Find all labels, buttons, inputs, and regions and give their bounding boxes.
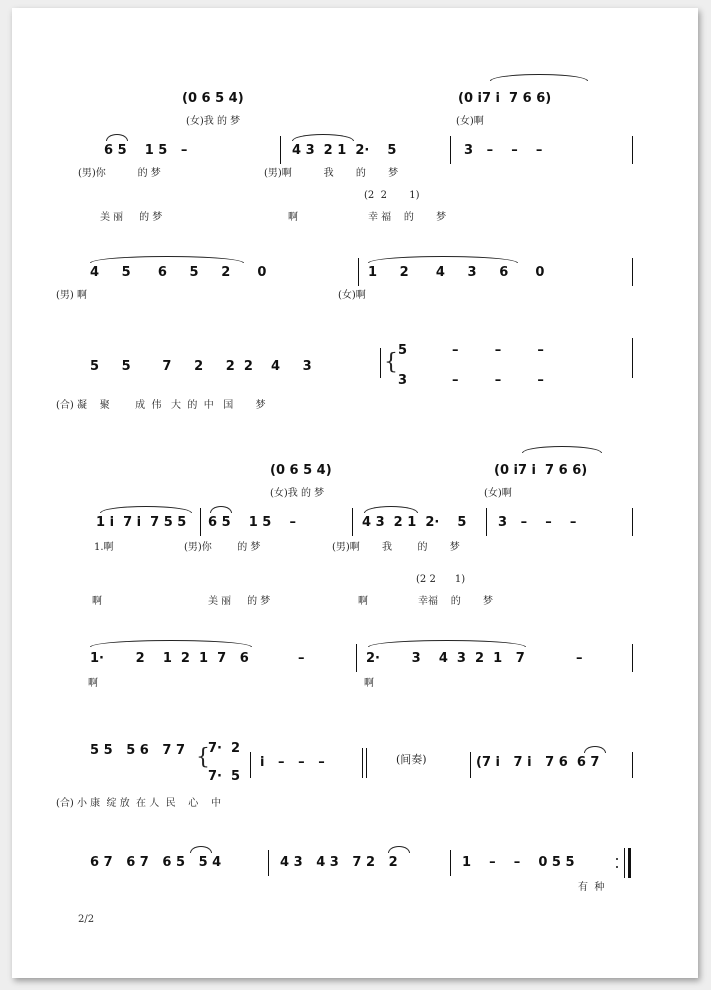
- slur: [368, 256, 518, 263]
- measure-notes: 4 3 2 1 2· 5: [362, 515, 467, 530]
- slur: [90, 640, 252, 647]
- measure-rests: – – –: [452, 343, 544, 358]
- slur: [100, 506, 192, 513]
- lyric-line: 幸福 的 梦: [418, 596, 493, 607]
- lyric-line: (男)你 的 梦: [78, 168, 161, 179]
- slur: [106, 134, 128, 141]
- score-page: [12, 8, 698, 978]
- bar-line: [470, 752, 471, 778]
- bar-line: [200, 508, 201, 536]
- bar-line: [356, 644, 357, 672]
- lyric-line: 美 丽 的 梦: [208, 596, 271, 607]
- bar-line: [632, 338, 633, 378]
- page-number: 2/2: [78, 914, 95, 925]
- bar-line: [352, 508, 353, 536]
- upper-voice-notes-female: (0 6 5 4): [270, 463, 332, 478]
- lyric-line: 幸 福 的 梦: [368, 212, 447, 223]
- bar-line: [632, 644, 633, 672]
- lyric-line: (男)啊 我 的 梦: [332, 542, 460, 553]
- slur: [210, 506, 232, 513]
- bar-line: [632, 258, 633, 286]
- measure-rests: – – –: [452, 373, 544, 388]
- lyric-line: (女)啊: [338, 290, 366, 301]
- lyric-line: 啊: [364, 678, 374, 689]
- measure-notes: 5 5 5 6 7 7: [90, 743, 186, 758]
- bar-line: [280, 136, 281, 164]
- measure-notes: 3 – – –: [464, 143, 543, 158]
- measure-rests: –: [576, 651, 583, 666]
- chord-brace: {: [196, 745, 210, 770]
- measure-notes: 4 3 2 1 2· 5: [292, 143, 397, 158]
- lyric-line: 啊: [288, 212, 298, 223]
- slur: [190, 846, 212, 853]
- bar-line: [624, 848, 625, 878]
- upper-voice-lyric-female: (女)我 的 梦: [186, 116, 241, 127]
- bar-line: [268, 850, 269, 876]
- lyric-line: 美 丽 的 梦: [100, 212, 163, 223]
- lyric-line: 啊: [92, 596, 102, 607]
- slur: [90, 256, 244, 263]
- interlude-label: (间奏): [396, 753, 427, 766]
- lyric-line: (合) 凝 聚 成 伟 大 的 中 国 梦: [56, 400, 266, 411]
- measure-notes: (7 i 7 i 7 6 6 7: [476, 755, 600, 770]
- lyric-line: 啊: [358, 596, 368, 607]
- bar-line: [632, 508, 633, 536]
- measure-notes: 3 – – –: [498, 515, 577, 530]
- measure-notes: 1 i 7 i 7 5 5: [96, 515, 187, 530]
- slur: [364, 506, 418, 513]
- bar-line: [632, 136, 633, 164]
- upper-voice-notes-female-2: (0 i7 i 7 6 6): [494, 463, 588, 478]
- lyric-line: 1.啊: [94, 542, 114, 553]
- lyric-line: (男) 啊: [56, 290, 87, 301]
- lyric-line: (男)啊 我 的 梦: [264, 168, 399, 179]
- lyric-line: 有 种: [578, 882, 605, 893]
- chord-brace: {: [384, 350, 398, 375]
- measure-notes: 1· 2 1 2 1 7 6: [90, 651, 249, 666]
- measure-notes: 1 – – 0 5 5: [462, 855, 575, 870]
- measure-notes: 1 2 4 3 6 0: [368, 265, 545, 280]
- slur: [388, 846, 410, 853]
- final-bar-line: [628, 848, 631, 878]
- alt-notes: (2 2 1): [416, 574, 466, 585]
- bar-line: [450, 136, 451, 164]
- bar-line: [450, 850, 451, 876]
- measure-rests: –: [298, 651, 305, 666]
- slur: [490, 74, 588, 81]
- measure-notes: 6 5 1 5 –: [104, 143, 188, 158]
- repeat-dot: [616, 858, 618, 860]
- upper-voice-notes-female: (0 6 5 4): [182, 91, 244, 106]
- measure-notes: 4 5 6 5 2 0: [90, 265, 267, 280]
- bar-line: [486, 508, 487, 536]
- upper-voice-lyric-female-2: (女)啊: [484, 488, 512, 499]
- measure-notes: 2· 3 4 3 2 1 7: [366, 651, 525, 666]
- bar-line: [250, 752, 251, 778]
- measure-notes: 5 5 7 2 2 2 4 3: [90, 359, 312, 374]
- measure-notes: 6 5 1 5 –: [208, 515, 296, 530]
- chord-bottom-notes: 7· 5: [208, 769, 241, 784]
- upper-voice-lyric-female-2: (女)啊: [456, 116, 484, 127]
- measure-notes: 4 3 4 3 7 2 2: [280, 855, 398, 870]
- slur: [522, 446, 602, 453]
- lyric-line: (男)你 的 梦: [184, 542, 261, 553]
- lyric-line: (合) 小 康 绽 放 在 人 民 心 中: [56, 798, 222, 809]
- slur: [368, 640, 526, 647]
- alt-notes: (2 2 1): [364, 190, 420, 201]
- upper-voice-notes-female-2: (0 i7 i 7 6 6): [458, 91, 552, 106]
- repeat-dot: [616, 866, 618, 868]
- measure-notes: 6 7 6 7 6 5 5 4: [90, 855, 222, 870]
- slur: [584, 746, 606, 753]
- lyric-line: 啊: [88, 678, 98, 689]
- slur: [292, 134, 354, 141]
- bar-line: [380, 348, 381, 378]
- bar-line: [358, 258, 359, 286]
- bar-line: [362, 748, 363, 778]
- chord-top-notes: 7· 2: [208, 741, 241, 756]
- bar-line: [632, 752, 633, 778]
- chord-top-note: 5: [398, 343, 408, 358]
- upper-voice-lyric-female: (女)我 的 梦: [270, 488, 325, 499]
- measure-notes: i – – –: [260, 755, 325, 770]
- bar-line: [366, 748, 367, 778]
- chord-bottom-note: 3: [398, 373, 408, 388]
